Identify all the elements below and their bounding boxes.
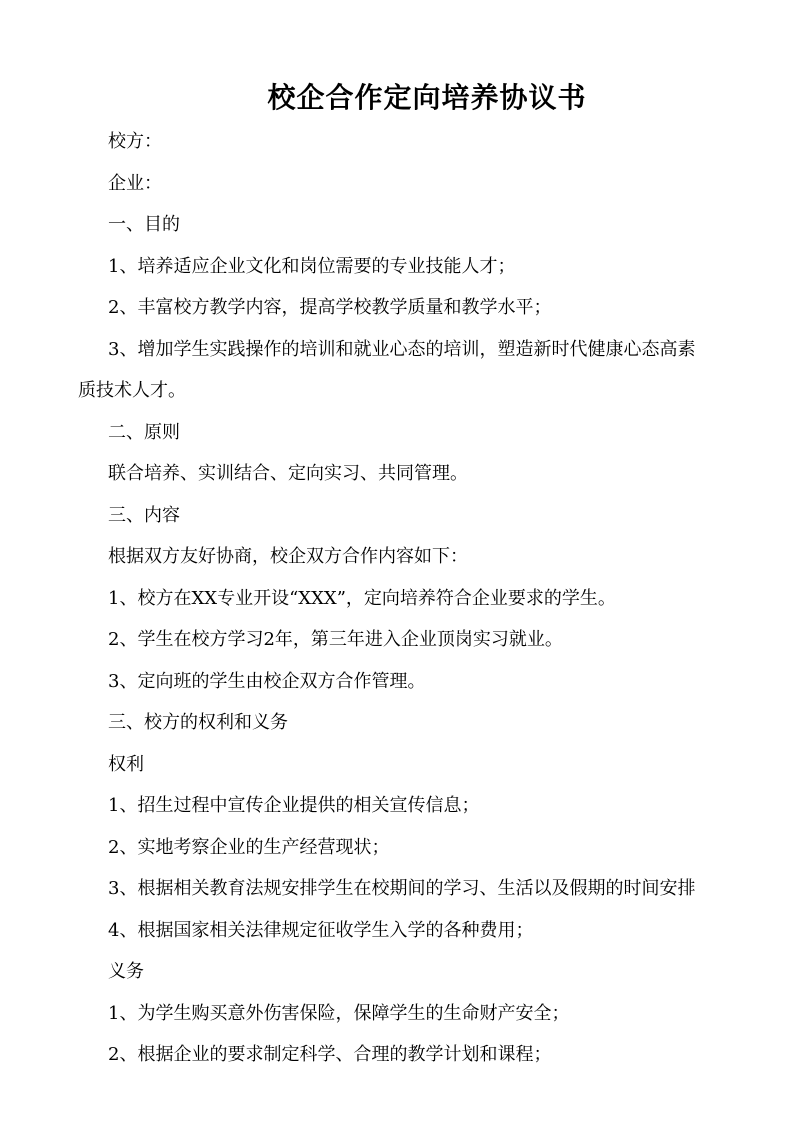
paragraph-line: 3、根据相关教育法规安排学生在校期间的学习、生活以及假期的时间安排: [108, 878, 696, 899]
section-heading-content: 三、内容: [108, 505, 180, 526]
paragraph-line-continuation: 质技术人才。: [78, 380, 186, 401]
paragraph-line: 2、实地考察企业的生产经营现状；: [108, 837, 390, 858]
section-heading-purpose: 一、目的: [108, 214, 180, 235]
subheading-obligations: 义务: [108, 961, 144, 982]
paragraph-line: 2、学生在校方学习2年，第三年进入企业顶岗实习就业。: [108, 629, 563, 650]
paragraph-line: 2、丰富校方教学内容，提高学校教学质量和教学水平；: [108, 297, 552, 318]
section-heading-school-rights: 三、校方的权利和义务: [108, 712, 288, 733]
page-title: 校企合作定向培养协议书: [267, 81, 587, 114]
party-enterprise-label: 企业：: [108, 173, 162, 194]
paragraph-line: 3、定向班的学生由校企双方合作管理。: [108, 671, 426, 692]
paragraph-line: 3、增加学生实践操作的培训和就业心态的培训，塑造新时代健康心态高素: [108, 339, 696, 360]
party-school-label: 校方：: [108, 131, 162, 152]
paragraph-line: 联合培养、实训结合、定向实习、共同管理。: [108, 463, 468, 484]
paragraph-line: 1、校方在XX专业开设“XXX”，定向培养符合企业要求的学生。: [108, 588, 616, 609]
paragraph-line: 1、招生过程中宣传企业提供的相关宣传信息；: [108, 795, 480, 816]
paragraph-line: 4、根据国家相关法律规定征收学生入学的各种费用；: [108, 920, 534, 941]
section-heading-principles: 二、原则: [108, 422, 180, 443]
subheading-rights: 权利: [108, 754, 144, 775]
paragraph-line: 根据双方友好协商，校企双方合作内容如下：: [108, 546, 468, 567]
paragraph-line: 1、培养适应企业文化和岗位需要的专业技能人才；: [108, 256, 516, 277]
paragraph-line: 2、根据企业的要求制定科学、合理的教学计划和课程；: [108, 1044, 552, 1065]
paragraph-line: 1、为学生购买意外伤害保险，保障学生的生命财产安全；: [108, 1003, 570, 1024]
